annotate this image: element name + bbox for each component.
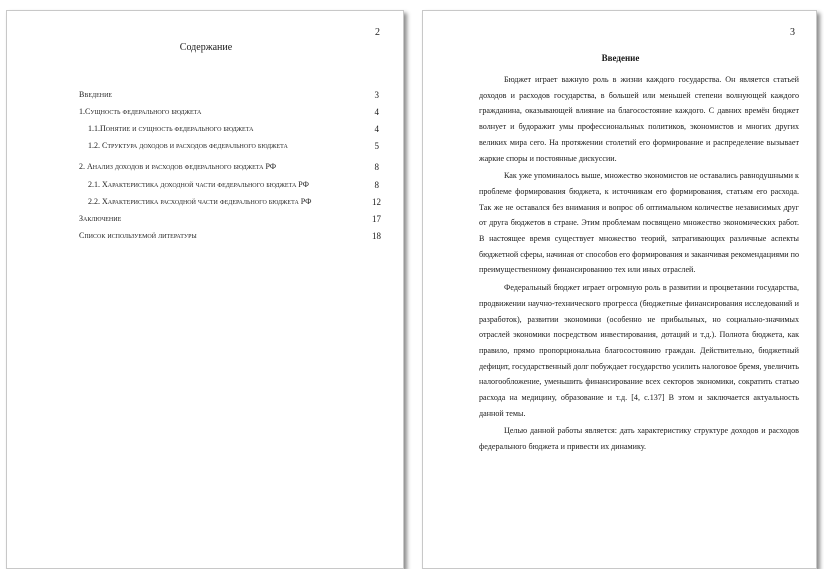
toc-entry [7,124,405,140]
toc-entry-title: Введение [79,90,113,99]
toc-entry-page: 5 [374,141,379,151]
toc-entry [7,197,405,213]
paragraph: Федеральный бюджет играет огромную роль в развитии и процветании государства, продвижении научно-технического прогресса (бюджетные финансирования исследований и разработок), развитии экономики (особенно не прибыльных, но социально-значимых отраслей экономики посредством инвестирования, дотаций и т.д.). Полнота бюджета, как правило, прямо пропорциональна благосостоянию граждан. Действительно, бюджетный дефицит, государственный долг побуждает государство усилить налоговое бремя, увеличить налогообложение, уменьшить финансирование всех секторов экономики, сократить статью расхода на медицину, образование и т.д. [4, с.137] В этом и заключается актуальность данной темы. [479,283,799,418]
toc-entry-title: Заключение [79,214,122,223]
left-page [6,10,404,569]
page-number: 2 [375,27,380,38]
toc-entry-title: 2.2. Характеристика расходной части федерального бюджета РФ [88,197,312,206]
toc-title: Содержание [179,42,233,53]
toc-entry-title: 2. Анализ доходов и расходов федерального бюджета РФ [79,162,277,171]
toc-entry [7,214,405,230]
toc-entry-page: 4 [374,107,379,117]
paragraph: Бюджет играет важную роль в жизни каждого государства. Он является статьей доходов и расходов государства, в большей или меньшей степени волнующей каждого гражданина, оказывающей влияние на благосостояние каждого. С давних времён бюджет волнует и будоражит умы профессиональных политиков, экономистов и многих других великих мира сего. На протяжении столетий его формирование и распределение вызывает жаркие споры и постоянные дискуссии. [479,75,799,163]
toc-entry [7,231,405,247]
paragraph: Целью данной работы является: дать характеристику структуре доходов и расходов федерального бюджета и привести их динамику. [479,426,799,452]
toc-entry [7,141,405,157]
toc-entry [7,90,405,106]
toc-entry-title: 1.2. Структура доходов и расходов федерального бюджета [88,141,288,150]
paragraph: Как уже упоминалось выше, множество экономистов не оставались равнодушными к проблеме формирования бюджета, к источникам его формирования, статьям его расхода. Так же не оставался без внимания и вопрос об оптимальном количестве независимых друг от друга бюджетов в стране. Этим проблемам посвящено множество экономических работ. В настоящее время существует множество теорий, затрагивающих различные аспекты бюджетной сферы, начиная от способов его формирования и заканчивая рекомендациями по преимущественному финансированию тех или иных отраслей. [479,171,799,275]
toc-entry-page: 18 [372,231,381,241]
toc-entry-page: 8 [374,162,379,172]
toc-entry-title: 1.1.Понятие и сущность федерального бюджета [88,124,254,133]
toc-entry [7,162,405,178]
toc-entry-page: 8 [374,180,379,190]
toc-entry-page: 17 [372,214,381,224]
toc-entry-title: 2.1. Характеристика доходной части федерального бюджета РФ [88,180,309,189]
section-title: Введение [601,53,640,63]
body-text [479,72,799,457]
toc-entry-page: 3 [374,90,379,100]
right-page [422,10,817,569]
toc-entry [7,180,405,196]
toc-entry-title: Список используемой литературы [79,231,197,240]
toc-entry-title: 1.Сущность федерального бюджета [79,107,202,116]
toc-entry-page: 12 [372,197,381,207]
page-number: 3 [790,27,795,38]
toc-entry-page: 4 [374,124,379,134]
toc-entry [7,107,405,123]
